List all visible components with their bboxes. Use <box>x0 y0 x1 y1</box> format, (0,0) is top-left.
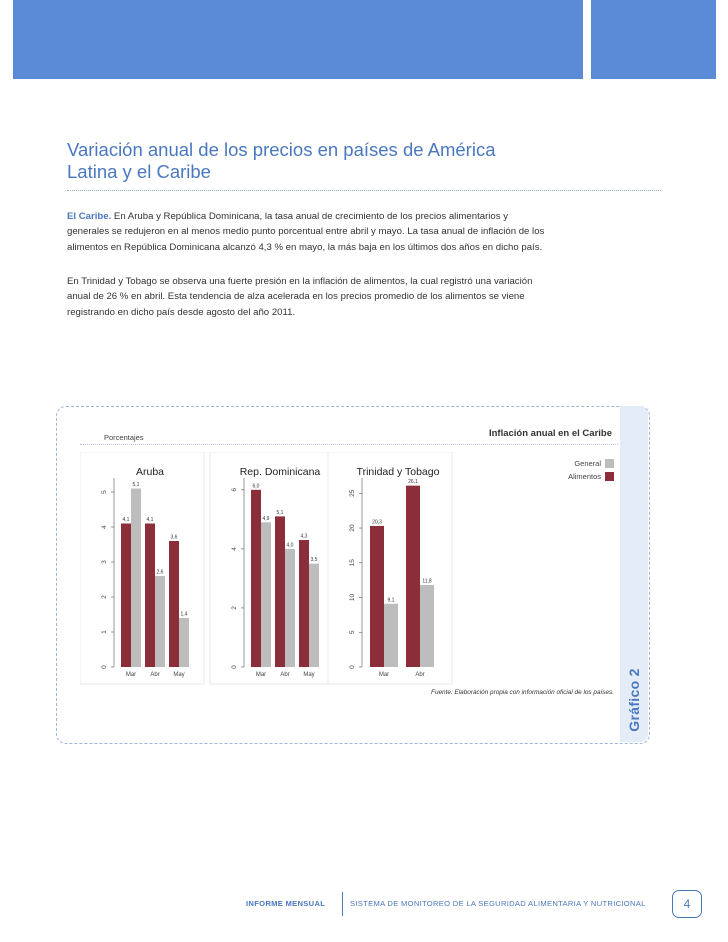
chart-title-1: Rep. Dominicana <box>239 466 321 478</box>
header-bar-left <box>13 0 583 79</box>
figure-number: Gráfico 2 <box>626 668 642 732</box>
x-tick-label-2-0: Mar <box>378 672 390 678</box>
paragraph-trinidad: En Trinidad y Tobago se observa una fuerte presión en la inflación de alimentos, la cual registró una variación anual de 26 % en abril. Esta tendencia de alza acelerada en los precios promedio de los alimentos se viene registrando en dicho país desde agosto del año 2011. <box>67 276 533 318</box>
figure-source: Fuente: Elaboración propia con información oficial de los países. <box>431 689 614 696</box>
legend-alimentos-label: Alimentos <box>568 472 601 481</box>
y-tick-label-1-2: 4 <box>231 547 238 551</box>
y-tick-label-2-0: 0 <box>349 665 356 669</box>
legend-alimentos <box>568 472 614 481</box>
y-tick-label-1-3: 6 <box>231 488 238 492</box>
header-bar-right <box>591 0 716 79</box>
x-tick-label-1-2: May <box>303 672 315 678</box>
x-tick-label-1-1: Abr <box>280 672 290 678</box>
bar-1-general-0 <box>261 522 271 667</box>
bar-label-0-alimentos-0: 4,1 <box>122 517 130 523</box>
footer-divider <box>342 892 343 916</box>
bar-1-general-1 <box>285 549 295 667</box>
footer-system-name: SISTEMA DE MONITOREO DE LA SEGURIDAD ALIMENTARIA Y NUTRICIONAL <box>350 899 646 908</box>
chart-title-2: Trinidad y Tobago <box>356 466 440 478</box>
page-number: 4 <box>672 890 702 918</box>
y-tick-label-0-5: 5 <box>101 490 108 494</box>
x-tick-label-1-0: Mar <box>255 672 267 678</box>
y-tick-label-2-3: 15 <box>349 559 356 567</box>
bar-0-general-2 <box>179 618 189 667</box>
x-tick-label-2-1: Abr <box>415 672 425 678</box>
bar-label-2-general-1: 11,8 <box>422 578 432 585</box>
y-tick-label-0-4: 4 <box>101 525 108 529</box>
figure-title: Inflación anual en el Caribe <box>488 428 612 439</box>
bar-label-2-general-0: 9,1 <box>387 597 395 604</box>
bar-0-alimentos-1 <box>145 524 155 668</box>
paragraph-caribe-text: En Aruba y República Dominicana, la tasa anual de crecimiento de los precios alimentarios y generales se redujeron en al menos medio punto porcentual entre abril y mayo. La tasa anual de inflación de los alimentos en República Dominicana alcanzó 4,3 % en mayo, la más baja en los últimos dos años en dicho país. <box>67 211 545 253</box>
bar-label-0-alimentos-1: 4,1 <box>146 517 154 523</box>
y-tick-label-2-4: 20 <box>349 524 356 532</box>
bar-label-0-general-2: 1,4 <box>180 611 188 618</box>
figure-title-divider <box>80 444 618 445</box>
bar-label-1-general-1: 4,0 <box>286 542 294 549</box>
bar-label-1-alimentos-0: 6,0 <box>252 483 260 490</box>
bar-0-alimentos-0 <box>121 524 131 668</box>
paragraph-lead: El Caribe. <box>67 211 112 222</box>
legend-alimentos-swatch <box>605 472 614 481</box>
legend-general <box>574 459 614 468</box>
legend-general-label: General <box>574 459 601 468</box>
y-tick-label-0-1: 1 <box>101 630 108 634</box>
bar-label-1-alimentos-1: 5,1 <box>276 509 284 516</box>
bar-label-1-alimentos-2: 4,3 <box>300 533 308 540</box>
bar-label-0-general-0: 5,1 <box>132 482 140 488</box>
title-divider <box>67 190 661 191</box>
legend-general-swatch <box>605 459 614 468</box>
bar-1-alimentos-2 <box>299 540 309 667</box>
y-tick-label-2-5: 25 <box>349 489 356 497</box>
x-tick-label-0-1: Abr <box>150 672 160 678</box>
bar-0-alimentos-2 <box>169 541 179 667</box>
bar-label-0-general-1: 2,6 <box>156 569 164 576</box>
bar-label-1-general-0: 4,9 <box>262 515 270 522</box>
bar-0-general-1 <box>155 576 165 667</box>
footer-report-name: INFORME MENSUAL <box>246 899 326 908</box>
bar-2-alimentos-0 <box>370 526 384 667</box>
x-tick-label-0-2: May <box>173 672 185 678</box>
y-tick-label-0-3: 3 <box>101 560 108 564</box>
bar-2-general-0 <box>384 604 398 667</box>
bar-1-general-2 <box>309 564 319 667</box>
bar-1-alimentos-0 <box>251 490 261 667</box>
bar-label-2-alimentos-0: 20,3 <box>372 519 382 526</box>
bar-0-general-0 <box>131 489 141 668</box>
bar-label-0-alimentos-2: 3,6 <box>170 534 178 541</box>
inflation-charts <box>80 452 460 692</box>
y-tick-label-0-2: 2 <box>101 595 108 599</box>
x-tick-label-0-0: Mar <box>125 672 137 678</box>
y-tick-label-0-0: 0 <box>101 665 108 669</box>
y-tick-label-2-2: 10 <box>349 593 356 602</box>
y-tick-label-1-1: 2 <box>231 606 238 610</box>
chart-title-0: Aruba <box>135 466 165 478</box>
paragraph-caribe <box>67 209 547 255</box>
y-tick-label-1-0: 0 <box>231 665 238 669</box>
section-title: Variación anual de los precios en países de América Latina y el Caribe <box>67 139 496 182</box>
bar-2-general-1 <box>420 585 434 667</box>
bar-2-alimentos-1 <box>406 486 420 667</box>
bar-label-2-alimentos-1: 26,1 <box>408 479 418 486</box>
bar-label-1-general-2: 3,5 <box>310 557 318 564</box>
bar-1-alimentos-1 <box>275 516 285 667</box>
units-label: Porcentajes <box>104 433 144 442</box>
y-tick-label-2-1: 5 <box>349 630 356 635</box>
